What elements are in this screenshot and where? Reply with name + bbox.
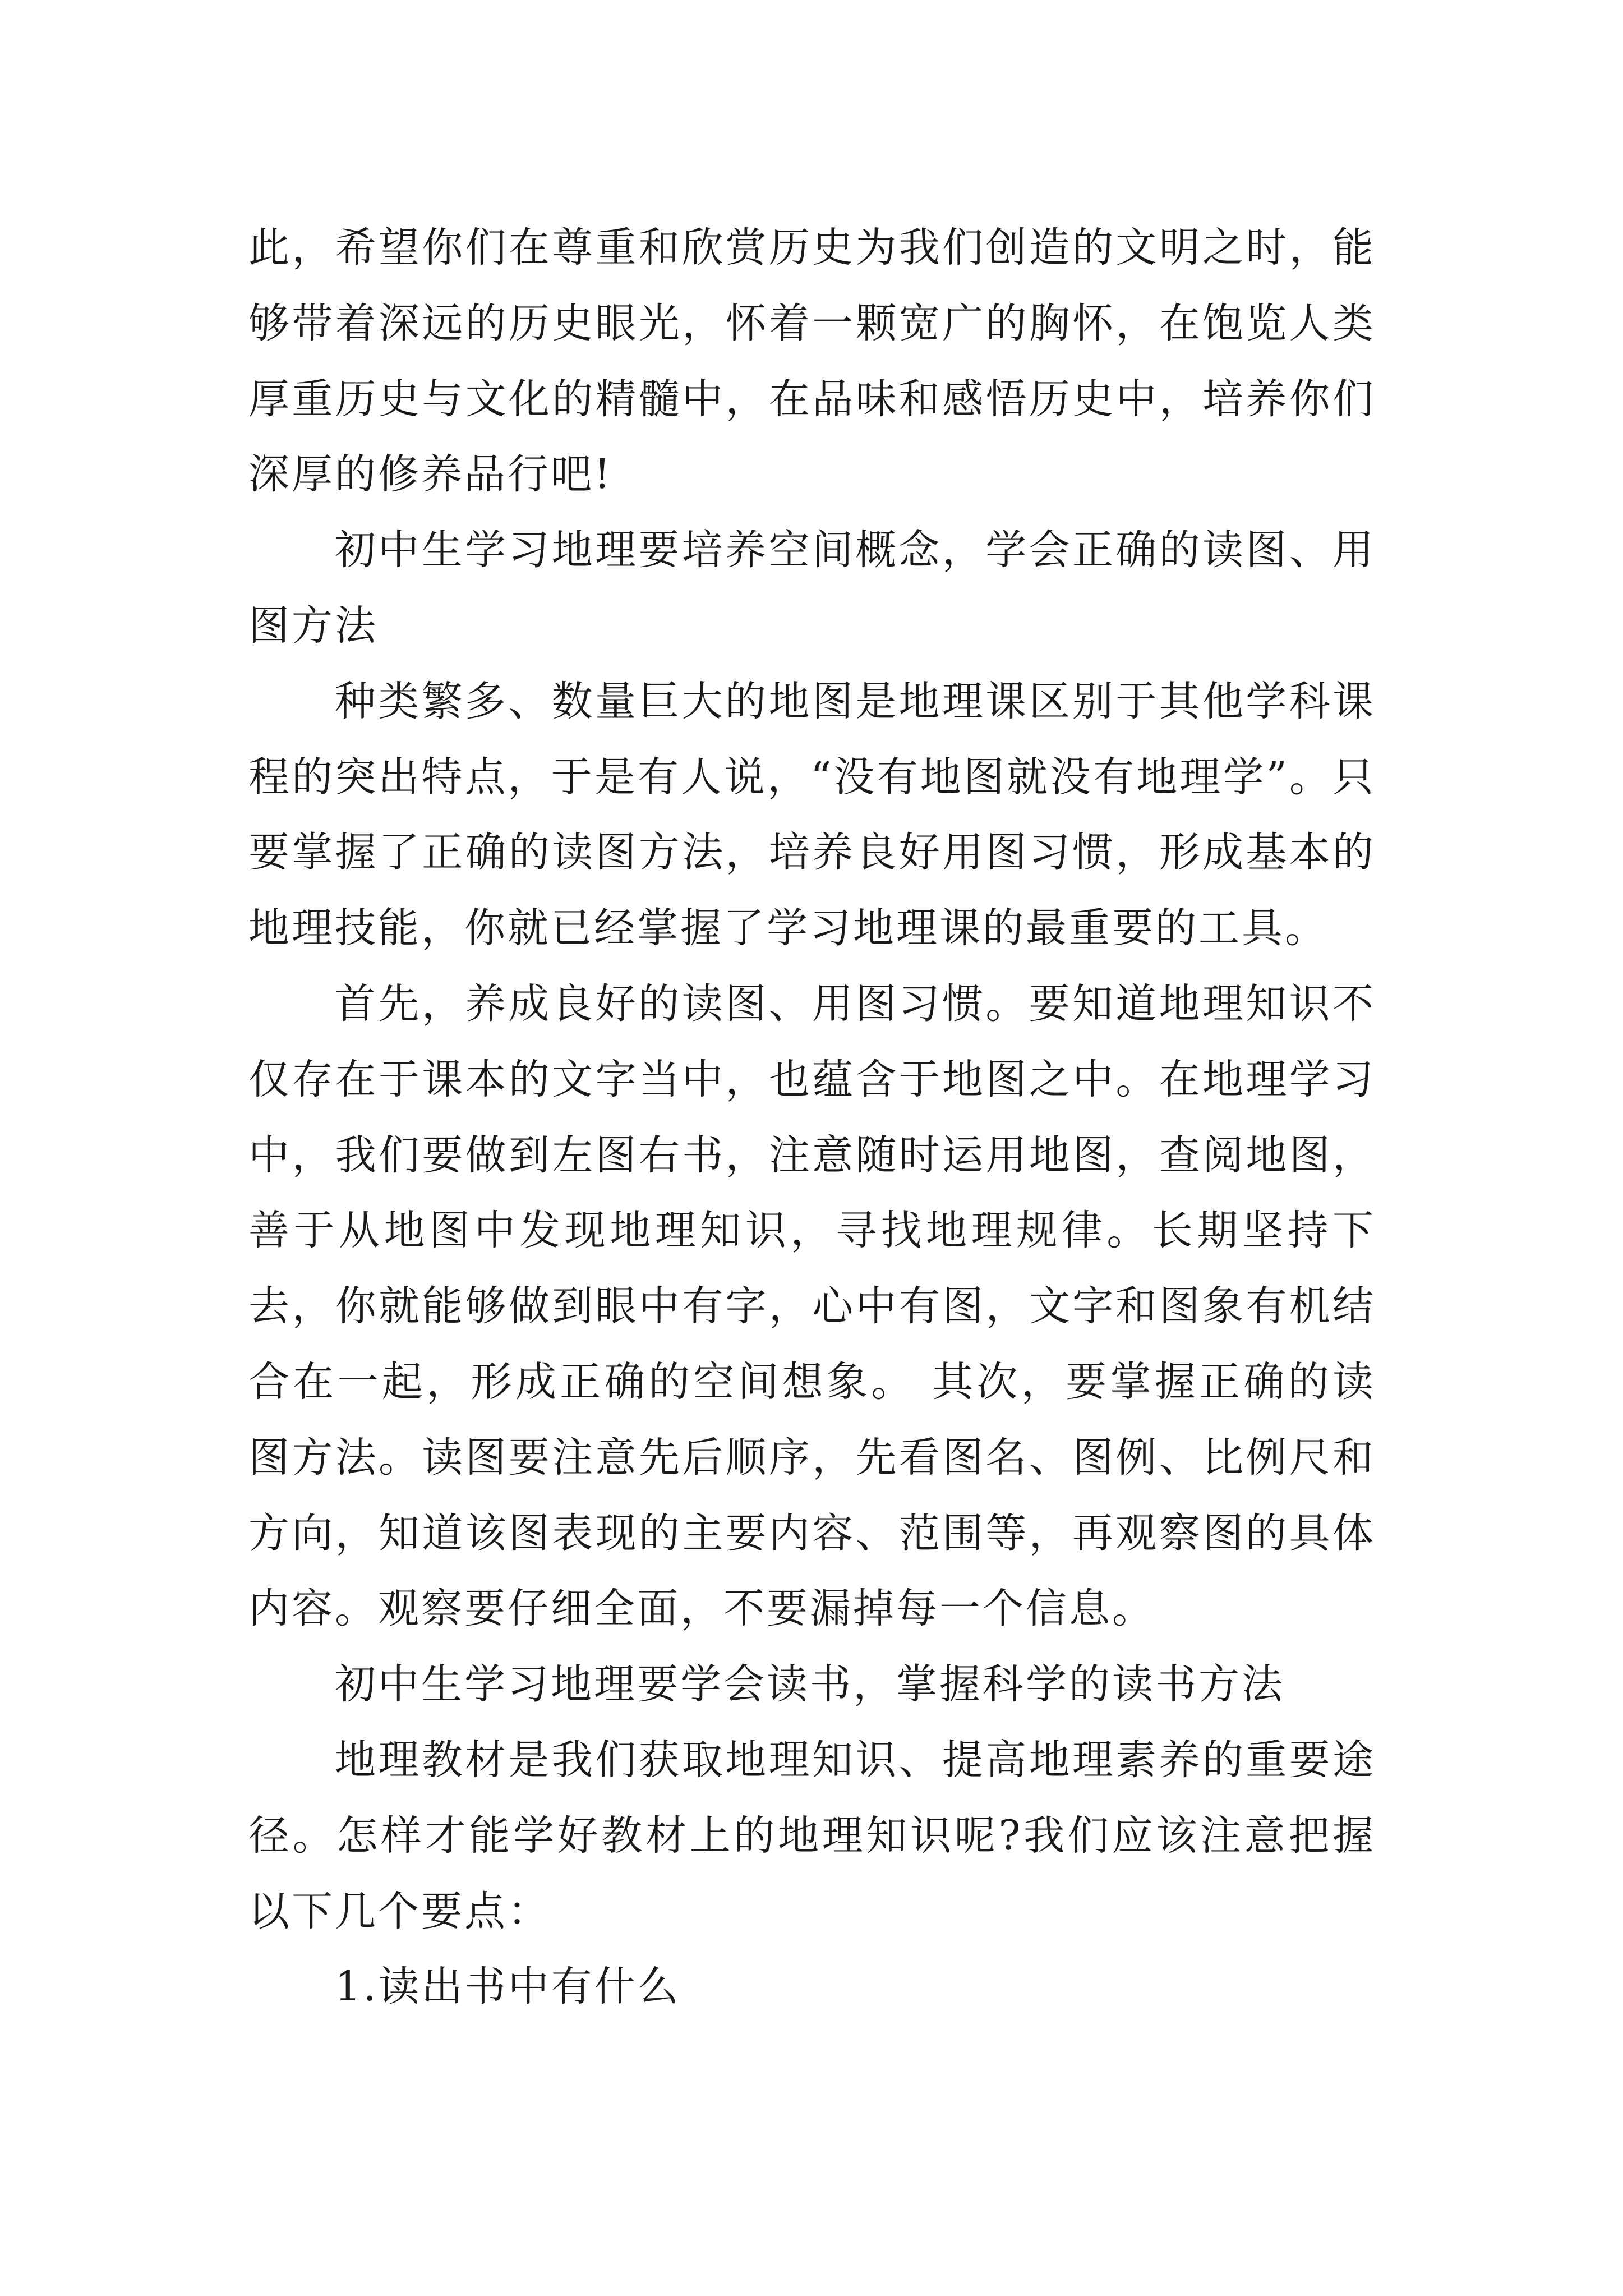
document-body <box>248 210 1376 2025</box>
paragraph-map-reading-habits: 首先，养成良好的读图、用图习惯。要知道地理知识不仅存在于课本的文字当中，也蕴含于地图之中。在地理学习中，我们要做到左图右书，注意随时运用地图，查阅地图，善于从地图中发现地理知识，寻找地理规律。长期坚持下去，你就能够做到眼中有字，心中有图，文字和图象有机结合在一起，形成正确的空间想象。 其次，要掌握正确的读图方法。读图要注意先后顺序，先看图名、图例、比例尺和方向，知道该图表现的主要内容、范围等，再观察图的具体内容。观察要仔细全面，不要漏掉每一个信息。 <box>248 979 1376 1633</box>
heading-spatial-concept: 初中生学习地理要培养空间概念，学会正确的读图、用图方法 <box>248 526 1376 650</box>
paragraph-maps-importance: 种类繁多、数量巨大的地图是地理课区别于其他学科课程的突出特点，于是有人说，“没有地图就没有地理学”。只要掌握了正确的读图方法，培养良好用图习惯，形成基本的地理技能，你就已经掌握了学习地理课的最重要的工具。 <box>248 677 1376 953</box>
paragraph-textbook-learning: 地理教材是我们获取地理知识、提高地理素养的重要途径。怎样才能学好教材上的地理知识呢?我们应该注意把握以下几个要点： <box>248 1736 1376 1935</box>
paragraph-history-closing: 此，希望你们在尊重和欣赏历史为我们创造的文明之时，能够带着深远的历史眼光，怀着一颗宽广的胸怀，在饱览人类厚重历史与文化的精髓中，在品味和感悟历史中，培养你们深厚的修养品行吧! <box>248 224 1376 499</box>
heading-reading-method: 初中生学习地理要学会读书，掌握科学的读书方法 <box>335 1660 1285 1709</box>
list-item-1: 1.读出书中有什么 <box>335 1963 681 2011</box>
